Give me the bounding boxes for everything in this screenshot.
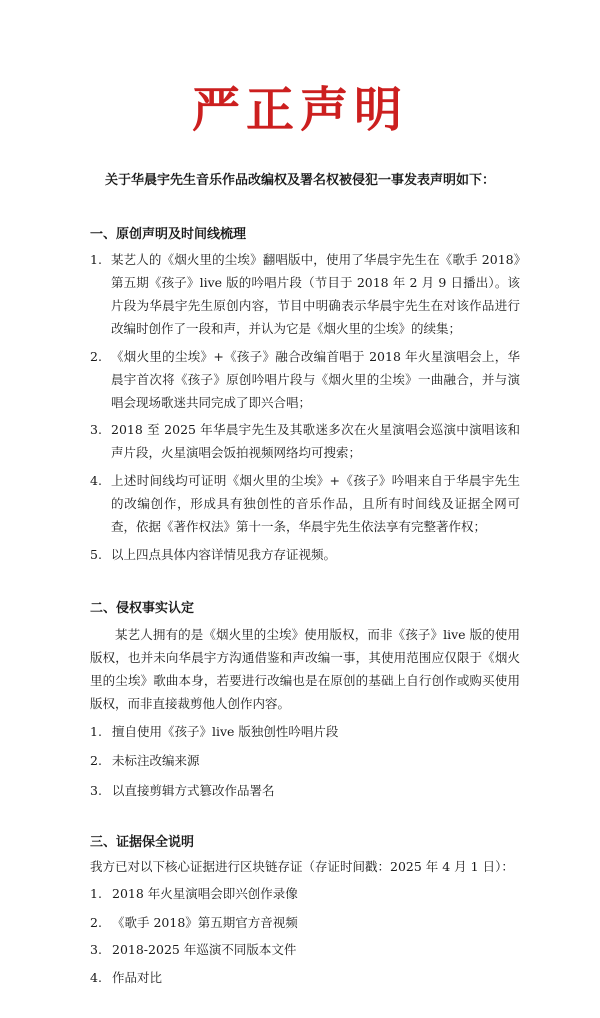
section2-item-2 bbox=[90, 751, 200, 771]
section3-heading: 三、证据保全说明 bbox=[90, 835, 195, 850]
item-text: 2018 年火星演唱会即兴创作录像 bbox=[112, 886, 298, 901]
section3-item-3 bbox=[90, 940, 296, 960]
section2-paragraph: 某艺人拥有的是《烟火里的尘埃》使用版权，而非《孩子》live 版的使用版权，也并未向华晨宇方沟通借鉴和声改编一事，其使用范围应仅限于《烟火里的尘埃》歌曲本身，若要进行改编也是在原创的基础上自行创作或购买使用版权，而非直接裁剪他人创作内容。 bbox=[90, 627, 520, 711]
item-text: 作品对比 bbox=[112, 970, 163, 985]
item-number: 1. bbox=[90, 252, 102, 267]
item-text: 上述时间线均可证明《烟火里的尘埃》+《孩子》吟唱来自于华晨宇先生的改编创作，形成具有独创性的音乐作品，且所有时间线及证据全网可查，依据《著作权法》第十一条，华晨宇先生依法享有完整著作权； bbox=[111, 473, 520, 534]
item-number: 4. bbox=[90, 473, 102, 488]
item-number: 1. bbox=[90, 886, 102, 901]
section1-item-1 bbox=[90, 248, 520, 340]
section1-item-4 bbox=[90, 469, 520, 538]
item-text: 擅自使用《孩子》live 版独创性吟唱片段 bbox=[112, 724, 339, 739]
section3-lead: 我方已对以下核心证据进行区块链存证（存证时间戳：2025 年 4 月 1 日）： bbox=[90, 859, 514, 874]
section1-item-2 bbox=[90, 345, 520, 414]
document-title: 严正声明 bbox=[191, 82, 408, 138]
item-number: 2. bbox=[90, 349, 102, 364]
section2-item-1 bbox=[90, 722, 338, 742]
item-text: 以直接剪辑方式篡改作品署名 bbox=[112, 783, 275, 798]
section3-item-1 bbox=[90, 884, 298, 904]
item-number: 1. bbox=[90, 724, 102, 739]
item-text: 以上四点具体内容详情见我方存证视频。 bbox=[111, 547, 337, 562]
item-text: 《烟火里的尘埃》+《孩子》融合改编首唱于 2018 年火星演唱会上，华晨宇首次将《孩子》原创吟唱片段与《烟火里的尘埃》一曲融合，并与演唱会现场歌迷共同完成了即兴合唱； bbox=[111, 349, 520, 410]
item-text: 未标注改编来源 bbox=[112, 753, 200, 768]
item-number: 3. bbox=[90, 942, 102, 957]
section1-item-3 bbox=[90, 418, 520, 464]
item-text: 2018-2025 年巡演不同版本文件 bbox=[112, 942, 297, 957]
section1-heading: 一、原创声明及时间线梳理 bbox=[90, 227, 247, 242]
intro-line: 关于华晨宇先生音乐作品改编权及署名权被侵犯一事发表声明如下： bbox=[104, 173, 495, 188]
item-number: 3. bbox=[90, 422, 102, 437]
section3-item-2 bbox=[90, 913, 298, 933]
item-text: 2018 至 2025 年华晨宇先生及其歌迷多次在火星演唱会巡演中演唱该和声片段，火星演唱会饭拍视频网络均可搜索； bbox=[111, 422, 520, 460]
section2-item-3 bbox=[90, 781, 275, 801]
item-text: 《歌手 2018》第五期官方音视频 bbox=[112, 915, 298, 930]
item-number: 3. bbox=[90, 783, 102, 798]
item-number: 2. bbox=[90, 915, 102, 930]
section1-item-5 bbox=[90, 543, 520, 566]
item-number: 4. bbox=[90, 970, 102, 985]
item-number: 5. bbox=[90, 547, 102, 562]
item-number: 2. bbox=[90, 753, 102, 768]
item-text: 某艺人的《烟火里的尘埃》翻唱版中，使用了华晨宇先生在《歌手 2018》第五期《孩子》live 版的吟唱片段（节目于 2018 年 2 月 9 日播出）。该片段为华晨宇先生原创内容，节目中明确表示华晨宇先生在对该作品进行改编时创作了一段和声，并认为它是《烟火里的尘埃》的续集； bbox=[111, 252, 520, 336]
section2-heading: 二、侵权事实认定 bbox=[90, 601, 195, 616]
section3-item-4 bbox=[90, 968, 162, 988]
